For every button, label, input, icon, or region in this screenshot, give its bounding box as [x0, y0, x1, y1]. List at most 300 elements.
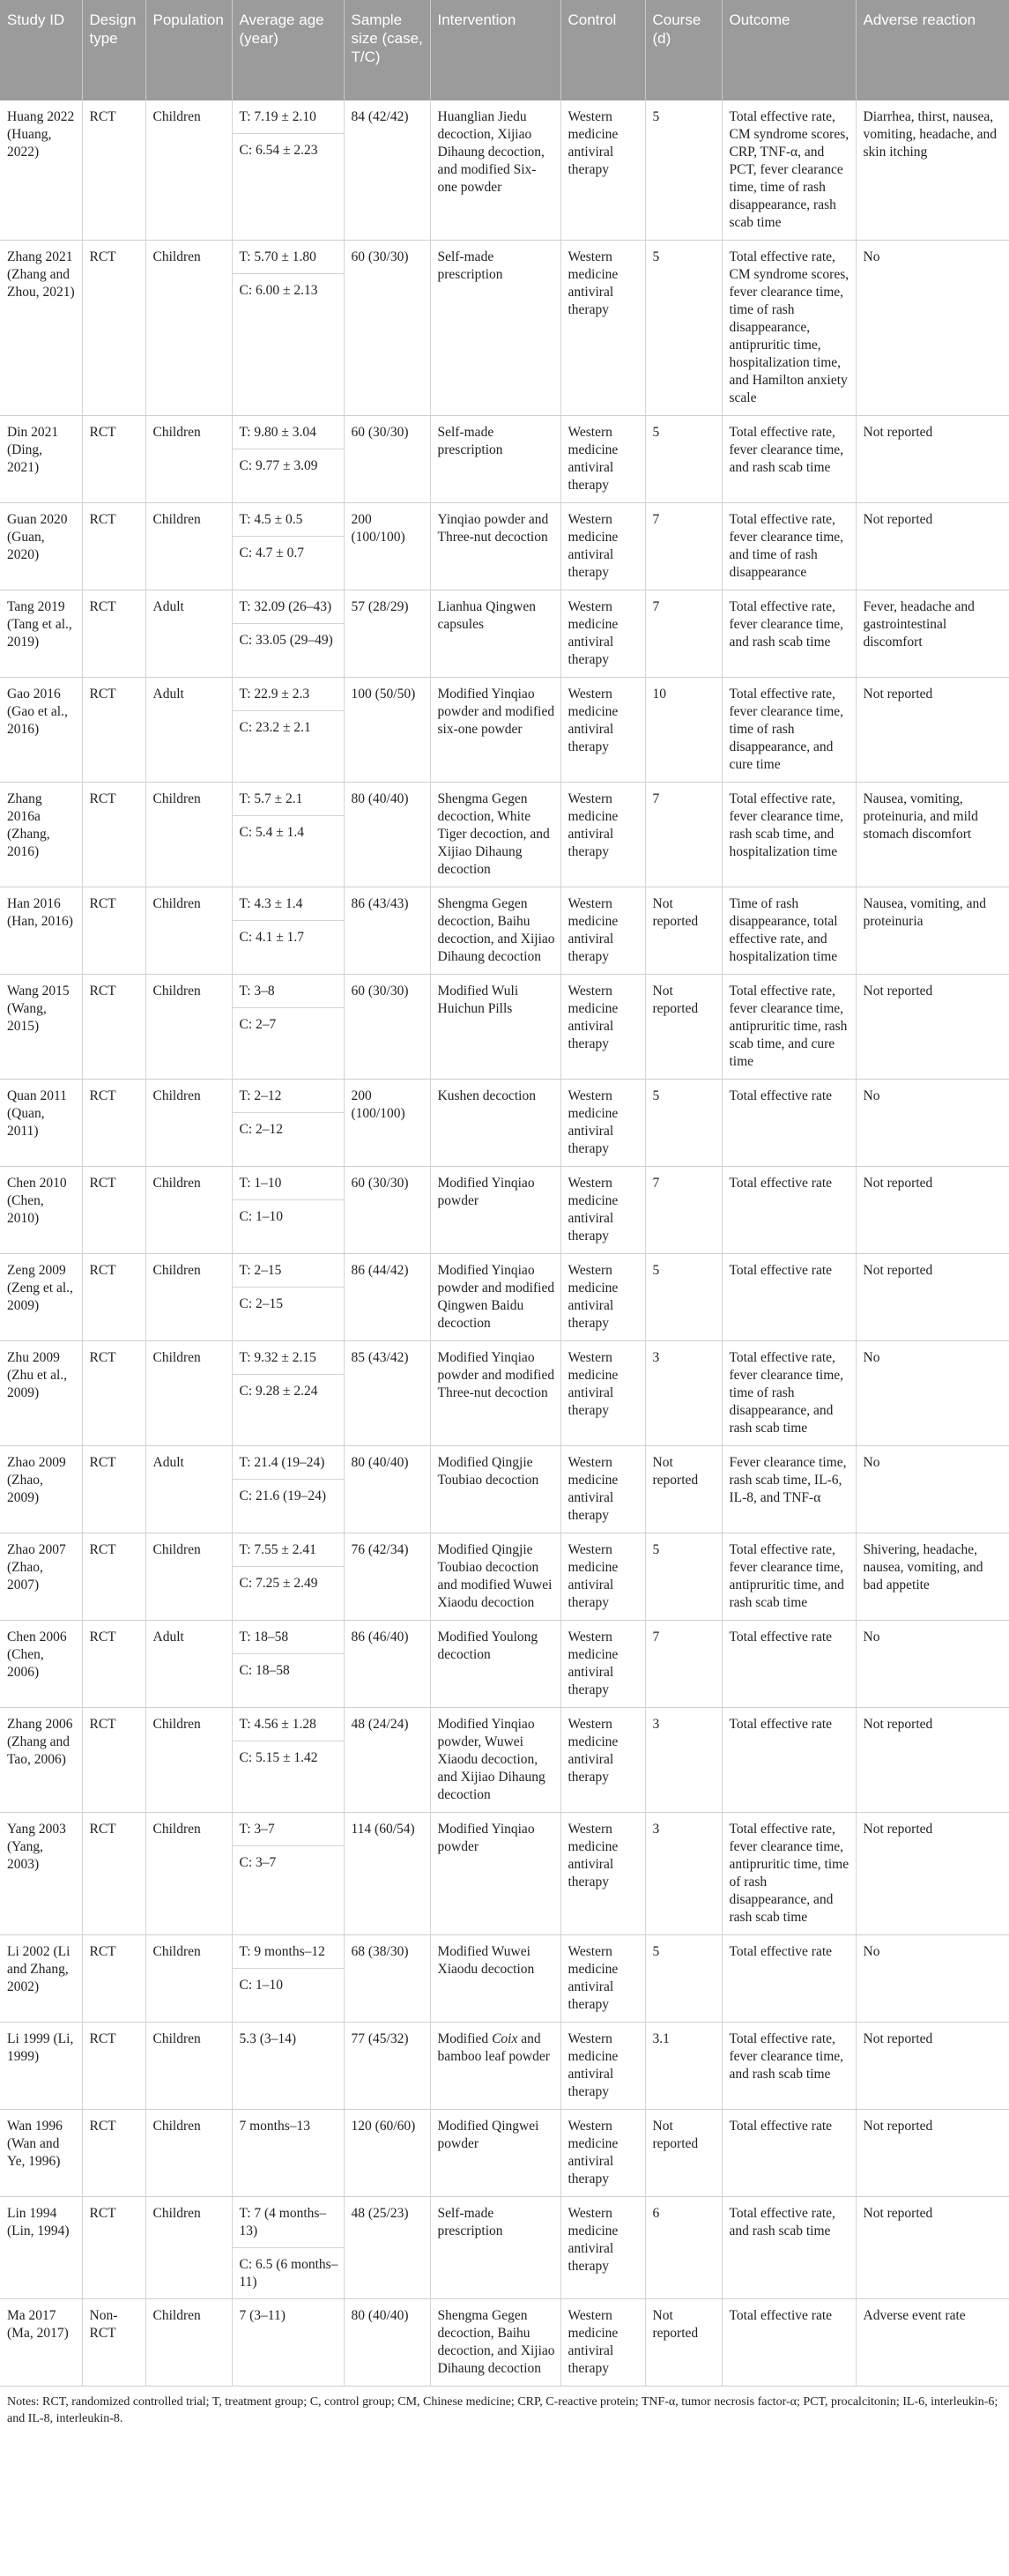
adverse-reaction-cell: No [856, 1080, 1009, 1167]
intervention-cell: Modified Youlong decoction [430, 1621, 560, 1708]
intervention-cell: Self-made prescription [430, 241, 560, 416]
outcome-cell: Total effective rate [722, 1254, 856, 1341]
study-id-cell: Din 2021 (Ding, 2021) [0, 416, 82, 503]
average-age-cell [232, 1621, 344, 1708]
adverse-reaction-cell: Not reported [856, 416, 1009, 503]
outcome-cell: Total effective rate, CM syndrome scores, fever clearance time, time of rash disappearance, antipruritic time, hospitalization time, and Hamilton anxiety scale [722, 241, 856, 416]
treatment-age: T: 9.80 ± 3.04 [233, 416, 344, 449]
control-age: C: 6.54 ± 2.23 [239, 143, 318, 158]
intervention-cell: Modified Coix and bamboo leaf powder [430, 2023, 560, 2110]
intervention-cell: Modified Qingjie Toubiao decoction [430, 1446, 560, 1533]
intervention-cell: Shengma Gegen decoction, White Tiger decoction, and Xijiao Dihaung decoction [430, 783, 560, 887]
study-id-cell: Yang 2003 (Yang, 2003) [0, 1813, 82, 1935]
sample-size-cell: 60 (30/30) [344, 416, 430, 503]
average-age-cell [232, 1446, 344, 1533]
control-cell: Western medicine antiviral therapy [560, 1080, 645, 1167]
design-type-cell: RCT [82, 416, 145, 503]
adverse-reaction-cell: Not reported [856, 503, 1009, 590]
study-id-cell: Zhao 2009 (Zhao, 2009) [0, 1446, 82, 1533]
study-id-cell: Huang 2022 (Huang, 2022) [0, 100, 82, 241]
average-age-cell [232, 1708, 344, 1813]
treatment-age: T: 7.19 ± 2.10 [233, 100, 344, 134]
course-cell: 7 [645, 503, 722, 590]
adverse-reaction-cell: Not reported [856, 2197, 1009, 2299]
control-age: C: 33.05 (29–49) [239, 633, 333, 648]
population-cell: Children [145, 887, 232, 975]
population-cell: Children [145, 1254, 232, 1341]
sample-size-cell: 60 (30/30) [344, 241, 430, 416]
sample-size-cell: 60 (30/30) [344, 975, 430, 1080]
column-header-average-age: Average age (year) [232, 0, 344, 100]
intervention-cell: Modified Wuli Huichun Pills [430, 975, 560, 1080]
sample-size-cell: 200 (100/100) [344, 503, 430, 590]
adverse-reaction-cell: No [856, 1446, 1009, 1533]
population-cell: Children [145, 1080, 232, 1167]
control-cell: Western medicine antiviral therapy [560, 887, 645, 975]
adverse-reaction-cell: Fever, headache and gastrointestinal discomfort [856, 590, 1009, 678]
control-cell: Western medicine antiviral therapy [560, 783, 645, 887]
study-id-cell: Quan 2011 (Quan, 2011) [0, 1080, 82, 1167]
outcome-cell: Total effective rate [722, 1167, 856, 1254]
population-cell: Children [145, 975, 232, 1080]
control-age: C: 1–10 [239, 1978, 284, 1993]
table-row [0, 590, 1009, 678]
table-row [0, 503, 1009, 590]
outcome-cell: Fever clearance time, rash scab time, IL-6, IL-8, and TNF-α [722, 1446, 856, 1533]
average-age-cell [232, 1341, 344, 1446]
table-row [0, 2023, 1009, 2110]
average-age-cell [232, 100, 344, 241]
treatment-age: T: 4.56 ± 1.28 [233, 1708, 344, 1741]
table-row [0, 887, 1009, 975]
adverse-reaction-cell: No [856, 241, 1009, 416]
population-cell: Adult [145, 1446, 232, 1533]
design-type-cell: RCT [82, 1167, 145, 1254]
design-type-cell: RCT [82, 678, 145, 783]
sample-size-cell: 77 (45/32) [344, 2023, 430, 2110]
table-row [0, 678, 1009, 783]
average-age-cell [232, 1254, 344, 1341]
sample-size-cell: 76 (42/34) [344, 1533, 430, 1621]
outcome-cell: Total effective rate, fever clearance time, rash scab time, and hospitalization time [722, 783, 856, 887]
population-cell: Children [145, 1341, 232, 1446]
sample-size-cell: 48 (25/23) [344, 2197, 430, 2299]
course-cell: Not reported [645, 2110, 722, 2197]
population-cell: Children [145, 2299, 232, 2387]
average-age-cell [232, 975, 344, 1080]
treatment-age: T: 5.7 ± 2.1 [233, 783, 344, 816]
control-cell: Western medicine antiviral therapy [560, 2197, 645, 2299]
population-cell: Adult [145, 590, 232, 678]
course-cell: Not reported [645, 975, 722, 1080]
control-cell: Western medicine antiviral therapy [560, 1935, 645, 2023]
study-id-cell: Chen 2006 (Chen, 2006) [0, 1621, 82, 1708]
adverse-reaction-cell: Nausea, vomiting, proteinuria, and mild stomach discomfort [856, 783, 1009, 887]
table-row [0, 975, 1009, 1080]
intervention-cell: Modified Yinqiao powder, Wuwei Xiaodu decoction, and Xijiao Dihaung decoction [430, 1708, 560, 1813]
population-cell: Children [145, 1813, 232, 1935]
sample-size-cell: 200 (100/100) [344, 1080, 430, 1167]
course-cell: 3.1 [645, 2023, 722, 2110]
column-header-study-id: Study ID [0, 0, 82, 100]
outcome-cell: Total effective rate, fever clearance time, antipruritic time, time of rash disappearance, and rash scab time [722, 1813, 856, 1935]
control-age: C: 9.77 ± 3.09 [239, 458, 318, 473]
outcome-cell: Total effective rate [722, 2110, 856, 2197]
population-cell: Children [145, 2110, 232, 2197]
control-age: C: 18–58 [239, 1663, 290, 1678]
control-age: C: 7.25 ± 2.49 [239, 1576, 318, 1591]
design-type-cell: RCT [82, 1080, 145, 1167]
treatment-age: T: 32.09 (26–43) [233, 590, 344, 624]
adverse-reaction-cell: Not reported [856, 1708, 1009, 1813]
intervention-cell: Modified Yinqiao powder and modified Three-nut decoction [430, 1341, 560, 1446]
average-age-cell [232, 887, 344, 975]
study-id-cell: Zhang 2021 (Zhang and Zhou, 2021) [0, 241, 82, 416]
average-age-cell [232, 2197, 344, 2299]
control-age: C: 6.00 ± 2.13 [239, 283, 318, 298]
control-cell: Western medicine antiviral therapy [560, 1167, 645, 1254]
intervention-cell: Lianhua Qingwen capsules [430, 590, 560, 678]
table-row [0, 241, 1009, 416]
table-row [0, 1080, 1009, 1167]
table-row [0, 2197, 1009, 2299]
control-cell: Western medicine antiviral therapy [560, 1621, 645, 1708]
control-cell: Western medicine antiviral therapy [560, 241, 645, 416]
control-cell: Western medicine antiviral therapy [560, 2110, 645, 2197]
population-cell: Children [145, 1167, 232, 1254]
control-cell: Western medicine antiviral therapy [560, 590, 645, 678]
treatment-age: T: 9.32 ± 2.15 [233, 1341, 344, 1375]
table-row [0, 1935, 1009, 2023]
intervention-cell: Modified Yinqiao powder [430, 1167, 560, 1254]
study-id-cell: Chen 2010 (Chen, 2010) [0, 1167, 82, 1254]
treatment-age: T: 4.3 ± 1.4 [233, 887, 344, 921]
design-type-cell: RCT [82, 1621, 145, 1708]
average-age-cell [232, 503, 344, 590]
average-age-cell [232, 783, 344, 887]
control-age: C: 4.7 ± 0.7 [239, 546, 305, 560]
table-row [0, 1341, 1009, 1446]
average-age-cell [232, 1167, 344, 1254]
control-cell: Western medicine antiviral therapy [560, 1341, 645, 1446]
sample-size-cell: 80 (40/40) [344, 783, 430, 887]
sample-size-cell: 85 (43/42) [344, 1341, 430, 1446]
control-cell: Western medicine antiviral therapy [560, 1533, 645, 1621]
intervention-cell: Modified Yinqiao powder [430, 1813, 560, 1935]
outcome-cell: Total effective rate, fever clearance time, and rash scab time [722, 590, 856, 678]
intervention-cell: Shengma Gegen decoction, Baihu decoction, and Xijiao Dihaung decoction [430, 887, 560, 975]
sample-size-cell: 100 (50/50) [344, 678, 430, 783]
adverse-reaction-cell: Not reported [856, 1254, 1009, 1341]
sample-size-cell: 86 (43/43) [344, 887, 430, 975]
table-row [0, 1254, 1009, 1341]
design-type-cell: Non-RCT [82, 2299, 145, 2387]
study-id-cell: Li 1999 (Li, 1999) [0, 2023, 82, 2110]
average-age-cell [232, 590, 344, 678]
column-header-design-type: Design type [82, 0, 145, 100]
intervention-cell: Yinqiao powder and Three-nut decoction [430, 503, 560, 590]
adverse-reaction-cell: Not reported [856, 678, 1009, 783]
adverse-reaction-cell: Nausea, vomiting, and proteinuria [856, 887, 1009, 975]
study-id-cell: Zhu 2009 (Zhu et al., 2009) [0, 1341, 82, 1446]
outcome-cell: Total effective rate, fever clearance time, time of rash disappearance, and rash scab time [722, 1341, 856, 1446]
design-type-cell: RCT [82, 2110, 145, 2197]
control-cell: Western medicine antiviral therapy [560, 1254, 645, 1341]
table-row [0, 1708, 1009, 1813]
average-age-cell [232, 2110, 344, 2197]
treatment-age: T: 3–7 [233, 1813, 344, 1846]
study-id-cell: Li 2002 (Li and Zhang, 2002) [0, 1935, 82, 2023]
table-row [0, 783, 1009, 887]
study-id-cell: Wan 1996 (Wan and Ye, 1996) [0, 2110, 82, 2197]
intervention-cell: Modified Yinqiao powder and modified six-one powder [430, 678, 560, 783]
control-age: C: 2–12 [239, 1122, 284, 1137]
average-age-cell [232, 1533, 344, 1621]
treatment-age: 7 (3–11) [239, 2308, 286, 2323]
population-cell: Children [145, 783, 232, 887]
population-cell: Children [145, 2197, 232, 2299]
study-id-cell: Wang 2015 (Wang, 2015) [0, 975, 82, 1080]
intervention-cell: Modified Wuwei Xiaodu decoction [430, 1935, 560, 2023]
course-cell: 7 [645, 783, 722, 887]
sample-size-cell: 84 (42/42) [344, 100, 430, 241]
population-cell: Children [145, 416, 232, 503]
study-id-cell: Ma 2017 (Ma, 2017) [0, 2299, 82, 2387]
sample-size-cell: 114 (60/54) [344, 1813, 430, 1935]
adverse-reaction-cell: Not reported [856, 1167, 1009, 1254]
control-cell: Western medicine antiviral therapy [560, 1708, 645, 1813]
control-age: C: 4.1 ± 1.7 [239, 930, 305, 945]
outcome-cell: Total effective rate, and rash scab time [722, 2197, 856, 2299]
sample-size-cell: 120 (60/60) [344, 2110, 430, 2197]
adverse-reaction-cell: No [856, 1935, 1009, 2023]
control-age: C: 23.2 ± 2.1 [239, 720, 311, 735]
design-type-cell: RCT [82, 1254, 145, 1341]
course-cell: 5 [645, 1935, 722, 2023]
design-type-cell: RCT [82, 975, 145, 1080]
column-header-control: Control [560, 0, 645, 100]
column-header-population: Population [145, 0, 232, 100]
sample-size-cell: 80 (40/40) [344, 1446, 430, 1533]
course-cell: 5 [645, 1080, 722, 1167]
outcome-cell: Total effective rate [722, 1080, 856, 1167]
average-age-cell [232, 2299, 344, 2387]
course-cell: 7 [645, 590, 722, 678]
study-id-cell: Zeng 2009 (Zeng et al., 2009) [0, 1254, 82, 1341]
control-cell: Western medicine antiviral therapy [560, 2299, 645, 2387]
study-id-cell: Han 2016 (Han, 2016) [0, 887, 82, 975]
course-cell: Not reported [645, 887, 722, 975]
control-cell: Western medicine antiviral therapy [560, 1813, 645, 1935]
treatment-age: T: 22.9 ± 2.3 [233, 678, 344, 711]
outcome-cell: Total effective rate, fever clearance time, antipruritic time, rash scab time, and cure time [722, 975, 856, 1080]
course-cell: 5 [645, 241, 722, 416]
treatment-age: 5.3 (3–14) [239, 2031, 297, 2046]
treatment-age: T: 7.55 ± 2.41 [233, 1533, 344, 1567]
population-cell: Children [145, 1935, 232, 2023]
treatment-age: T: 4.5 ± 0.5 [233, 503, 344, 537]
population-cell: Adult [145, 1621, 232, 1708]
population-cell: Children [145, 503, 232, 590]
sample-size-cell: 57 (28/29) [344, 590, 430, 678]
course-cell: 6 [645, 2197, 722, 2299]
adverse-reaction-cell: Not reported [856, 975, 1009, 1080]
treatment-age: 7 months–13 [239, 2119, 311, 2134]
outcome-cell: Total effective rate, fever clearance time, antipruritic time, and rash scab time [722, 1533, 856, 1621]
column-header-course: Course (d) [645, 0, 722, 100]
course-cell: 3 [645, 1708, 722, 1813]
control-cell: Western medicine antiviral therapy [560, 100, 645, 241]
adverse-reaction-cell: Not reported [856, 1813, 1009, 1935]
adverse-reaction-cell: Not reported [856, 2023, 1009, 2110]
population-cell: Children [145, 241, 232, 416]
control-age: C: 5.15 ± 1.42 [239, 1750, 318, 1765]
header-row [0, 0, 1009, 100]
outcome-cell: Total effective rate [722, 2299, 856, 2387]
intervention-cell: Shengma Gegen decoction, Baihu decoction, and Xijiao Dihaung decoction [430, 2299, 560, 2387]
treatment-age: T: 21.4 (19–24) [233, 1446, 344, 1480]
control-age: C: 6.5 (6 months–11) [239, 2257, 338, 2290]
table-row [0, 1621, 1009, 1708]
treatment-age: T: 1–10 [233, 1167, 344, 1200]
control-cell: Western medicine antiviral therapy [560, 503, 645, 590]
outcome-cell: Total effective rate [722, 1708, 856, 1813]
study-id-cell: Tang 2019 (Tang et al., 2019) [0, 590, 82, 678]
sample-size-cell: 86 (44/42) [344, 1254, 430, 1341]
treatment-age: T: 7 (4 months–13) [233, 2197, 344, 2248]
control-age: C: 5.4 ± 1.4 [239, 825, 305, 840]
study-id-cell: Lin 1994 (Lin, 1994) [0, 2197, 82, 2299]
design-type-cell: RCT [82, 887, 145, 975]
treatment-age: T: 5.70 ± 1.80 [233, 241, 344, 274]
course-cell: 7 [645, 1167, 722, 1254]
outcome-cell: Time of rash disappearance, total effective rate, and hospitalization time [722, 887, 856, 975]
course-cell: 5 [645, 416, 722, 503]
average-age-cell [232, 1935, 344, 2023]
design-type-cell: RCT [82, 1813, 145, 1935]
course-cell: 5 [645, 100, 722, 241]
control-age: C: 21.6 (19–24) [239, 1488, 327, 1503]
treatment-age: T: 3–8 [233, 975, 344, 1008]
table-row [0, 1167, 1009, 1254]
control-cell: Western medicine antiviral therapy [560, 975, 645, 1080]
population-cell: Adult [145, 678, 232, 783]
intervention-cell: Modified Qingjie Toubiao decoction and modified Wuwei Xiaodu decoction [430, 1533, 560, 1621]
control-cell: Western medicine antiviral therapy [560, 2023, 645, 2110]
table-header [0, 0, 1009, 100]
study-id-cell: Guan 2020 (Guan, 2020) [0, 503, 82, 590]
design-type-cell: RCT [82, 2023, 145, 2110]
sample-size-cell: 60 (30/30) [344, 1167, 430, 1254]
design-type-cell: RCT [82, 783, 145, 887]
population-cell: Children [145, 1708, 232, 1813]
study-id-cell: Zhang 2006 (Zhang and Tao, 2006) [0, 1708, 82, 1813]
control-age: C: 1–10 [239, 1209, 284, 1224]
treatment-age: T: 2–12 [233, 1080, 344, 1113]
table-row [0, 1813, 1009, 1935]
course-cell: 10 [645, 678, 722, 783]
study-id-cell: Zhang 2016a (Zhang, 2016) [0, 783, 82, 887]
course-cell: 5 [645, 1254, 722, 1341]
average-age-cell [232, 1813, 344, 1935]
column-header-sample-size: Sample size (case, T/C) [344, 0, 430, 100]
course-cell: 7 [645, 1621, 722, 1708]
table-body [0, 100, 1009, 2387]
column-header-adverse-reaction: Adverse reaction [856, 0, 1009, 100]
table-row [0, 100, 1009, 241]
sample-size-cell: 86 (46/40) [344, 1621, 430, 1708]
treatment-age: T: 2–15 [233, 1254, 344, 1288]
control-cell: Western medicine antiviral therapy [560, 678, 645, 783]
table-notes: Notes: RCT, randomized controlled trial; T, treatment group; C, control group; CM, Chinese medicine; CRP, C-reactive protein; TNF-α, tumor necrosis factor-α; PCT, procalcitonin; IL-6, interleukin-6; and IL-8, interleukin-8. [7, 2395, 998, 2425]
treatment-age: T: 9 months–12 [233, 1935, 344, 1969]
design-type-cell: RCT [82, 1935, 145, 2023]
average-age-cell [232, 2023, 344, 2110]
course-cell: 3 [645, 1813, 722, 1935]
adverse-reaction-cell: Diarrhea, thirst, nausea, vomiting, headache, and skin itching [856, 100, 1009, 241]
outcome-cell: Total effective rate [722, 1621, 856, 1708]
design-type-cell: RCT [82, 590, 145, 678]
adverse-reaction-cell: Adverse event rate [856, 2299, 1009, 2387]
course-cell: Not reported [645, 1446, 722, 1533]
outcome-cell: Total effective rate, fever clearance time, and rash scab time [722, 2023, 856, 2110]
design-type-cell: RCT [82, 503, 145, 590]
sample-size-cell: 48 (24/24) [344, 1708, 430, 1813]
table-row [0, 2299, 1009, 2387]
table-row [0, 1533, 1009, 1621]
average-age-cell [232, 678, 344, 783]
table-row [0, 1446, 1009, 1533]
population-cell: Children [145, 100, 232, 241]
control-age: C: 2–15 [239, 1296, 284, 1311]
adverse-reaction-cell: Shivering, headache, nausea, vomiting, and bad appetite [856, 1533, 1009, 1621]
control-age: C: 2–7 [239, 1017, 277, 1032]
design-type-cell: RCT [82, 1708, 145, 1813]
column-header-outcome: Outcome [722, 0, 856, 100]
study-id-cell: Zhao 2007 (Zhao, 2007) [0, 1533, 82, 1621]
control-cell: Western medicine antiviral therapy [560, 1446, 645, 1533]
intervention-cell: Modified Yinqiao powder and modified Qingwen Baidu decoction [430, 1254, 560, 1341]
outcome-cell: Total effective rate [722, 1935, 856, 2023]
sample-size-cell: 80 (40/40) [344, 2299, 430, 2387]
intervention-cell: Huanglian Jiedu decoction, Xijiao Dihaung decoction, and modified Six-one powder [430, 100, 560, 241]
design-type-cell: RCT [82, 1446, 145, 1533]
outcome-cell: Total effective rate, fever clearance time, time of rash disappearance, and cure time [722, 678, 856, 783]
design-type-cell: RCT [82, 241, 145, 416]
design-type-cell: RCT [82, 100, 145, 241]
adverse-reaction-cell: No [856, 1341, 1009, 1446]
average-age-cell [232, 1080, 344, 1167]
design-type-cell: RCT [82, 2197, 145, 2299]
intervention-cell: Self-made prescription [430, 2197, 560, 2299]
adverse-reaction-cell: Not reported [856, 2110, 1009, 2197]
population-cell: Children [145, 1533, 232, 1621]
treatment-age: T: 18–58 [233, 1621, 344, 1654]
intervention-cell: Self-made prescription [430, 416, 560, 503]
course-cell: 5 [645, 1533, 722, 1621]
design-type-cell: RCT [82, 1341, 145, 1446]
average-age-cell [232, 416, 344, 503]
sample-size-cell: 68 (38/30) [344, 1935, 430, 2023]
intervention-cell: Kushen decoction [430, 1080, 560, 1167]
control-age: C: 3–7 [239, 1855, 277, 1870]
population-cell: Children [145, 2023, 232, 2110]
control-age: C: 9.28 ± 2.24 [239, 1384, 318, 1399]
study-id-cell: Gao 2016 (Gao et al., 2016) [0, 678, 82, 783]
average-age-cell [232, 241, 344, 416]
intervention-cell: Modified Qingwei powder [430, 2110, 560, 2197]
table-row [0, 2110, 1009, 2197]
